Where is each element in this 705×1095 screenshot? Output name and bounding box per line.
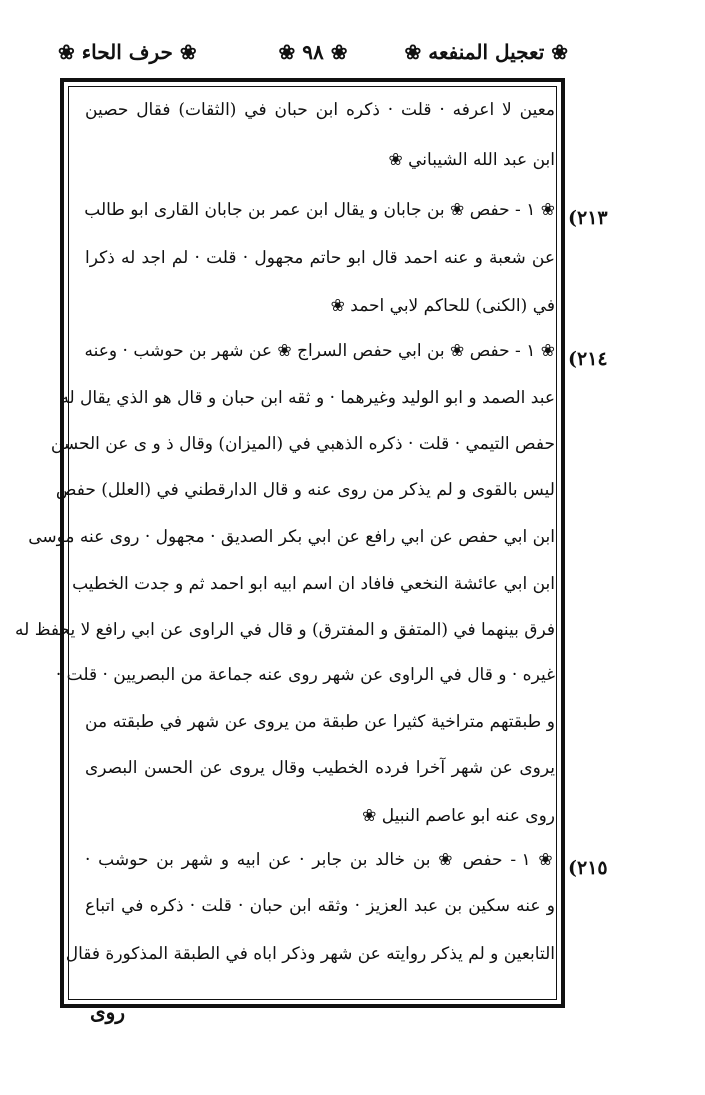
entry-number: (٢١٣ [568, 207, 608, 229]
text-line-14: و طبقتهم متراخية كثيرا عن طبقة من يروى عن شهر في طبقته من [85, 712, 555, 732]
text-line-3: ❀ ١ - حفص ❀ بن جابان و يقال ابن عمر بن جابان القارى ابو طالب [84, 200, 555, 220]
text-line-8: حفص التيمي · قلت · ذكره الذهبي في (الميزان) وقال ذ و ى عن الحسن [50, 434, 555, 454]
catchword: روى [90, 1000, 125, 1024]
text-line-18: و عنه سكين بن عبد العزيز · وثقه ابن حبان · قلت · ذكره في اتباع [85, 896, 555, 916]
page-number: ❀ ٩٨ ❀ [278, 40, 348, 64]
text-line-2: ابن عبد الله الشيباني ❀ [388, 150, 555, 170]
running-header [58, 36, 568, 80]
text-line-19: التابعين و لم يذكر روايته عن شهر وذكر اباه في الطبقة المذكورة فقال [65, 944, 555, 964]
text-line-5: في (الكنى) للحاكم لابي احمد ❀ [330, 296, 555, 316]
text-line-7: عبد الصمد و ابو الوليد وغيرهما · و ثقه ابن حبان و قال هو الذي يقال له [60, 388, 555, 408]
text-line-13: غيره · و قال في الراوى عن شهر روى عنه جماعة من البصريين · قلت · [55, 665, 555, 685]
text-line-1: معين لا اعرفه · قلت · ذكره ابن حبان في (الثقات) فقال حصين [85, 100, 555, 120]
text-line-9: ليس بالقوى و لم يذكر من روى عنه و قال الدارقطني في (العلل) حفص [55, 480, 555, 500]
entry-number: (٢١٤ [568, 348, 608, 370]
text-line-12: فرق بينهما في (المتفق و المفترق) و قال في الراوى عن ابي رافع لا يحفظ له [15, 620, 555, 640]
book-title: ❀ تعجيل المنفعه ❀ [404, 40, 568, 64]
text-line-6: ❀ ١ - حفص ❀ بن ابي حفص السراج ❀ عن شهر بن حوشب · وعنه [84, 341, 555, 361]
text-line-15: يروى عن شهر آخرا فرده الخطيب وقال يروى عن الحسن البصرى [85, 758, 555, 778]
text-line-16: روى عنه ابو عاصم النبيل ❀ [362, 806, 555, 826]
section-title: ❀ حرف الحاء ❀ [58, 40, 197, 64]
entry-number: (٢١٥ [568, 857, 608, 879]
text-line-10: ابن ابي حفص عن ابي رافع عن ابي بكر الصديق · مجهول · روى عنه موسى [28, 527, 555, 547]
text-line-11: ابن ابي عائشة النخعي فافاد ان اسم ابيه ابو احمد ثم و جدت الخطيب [72, 574, 555, 594]
text-line-17: ❀ ١ - حفص ❀ بن خالد بن جابر · عن ابيه و شهر بن حوشب · [85, 850, 555, 870]
text-line-4: عن شعبة و عنه احمد قال ابو حاتم مجهول · قلت · لم اجد له ذكرا [85, 248, 555, 268]
